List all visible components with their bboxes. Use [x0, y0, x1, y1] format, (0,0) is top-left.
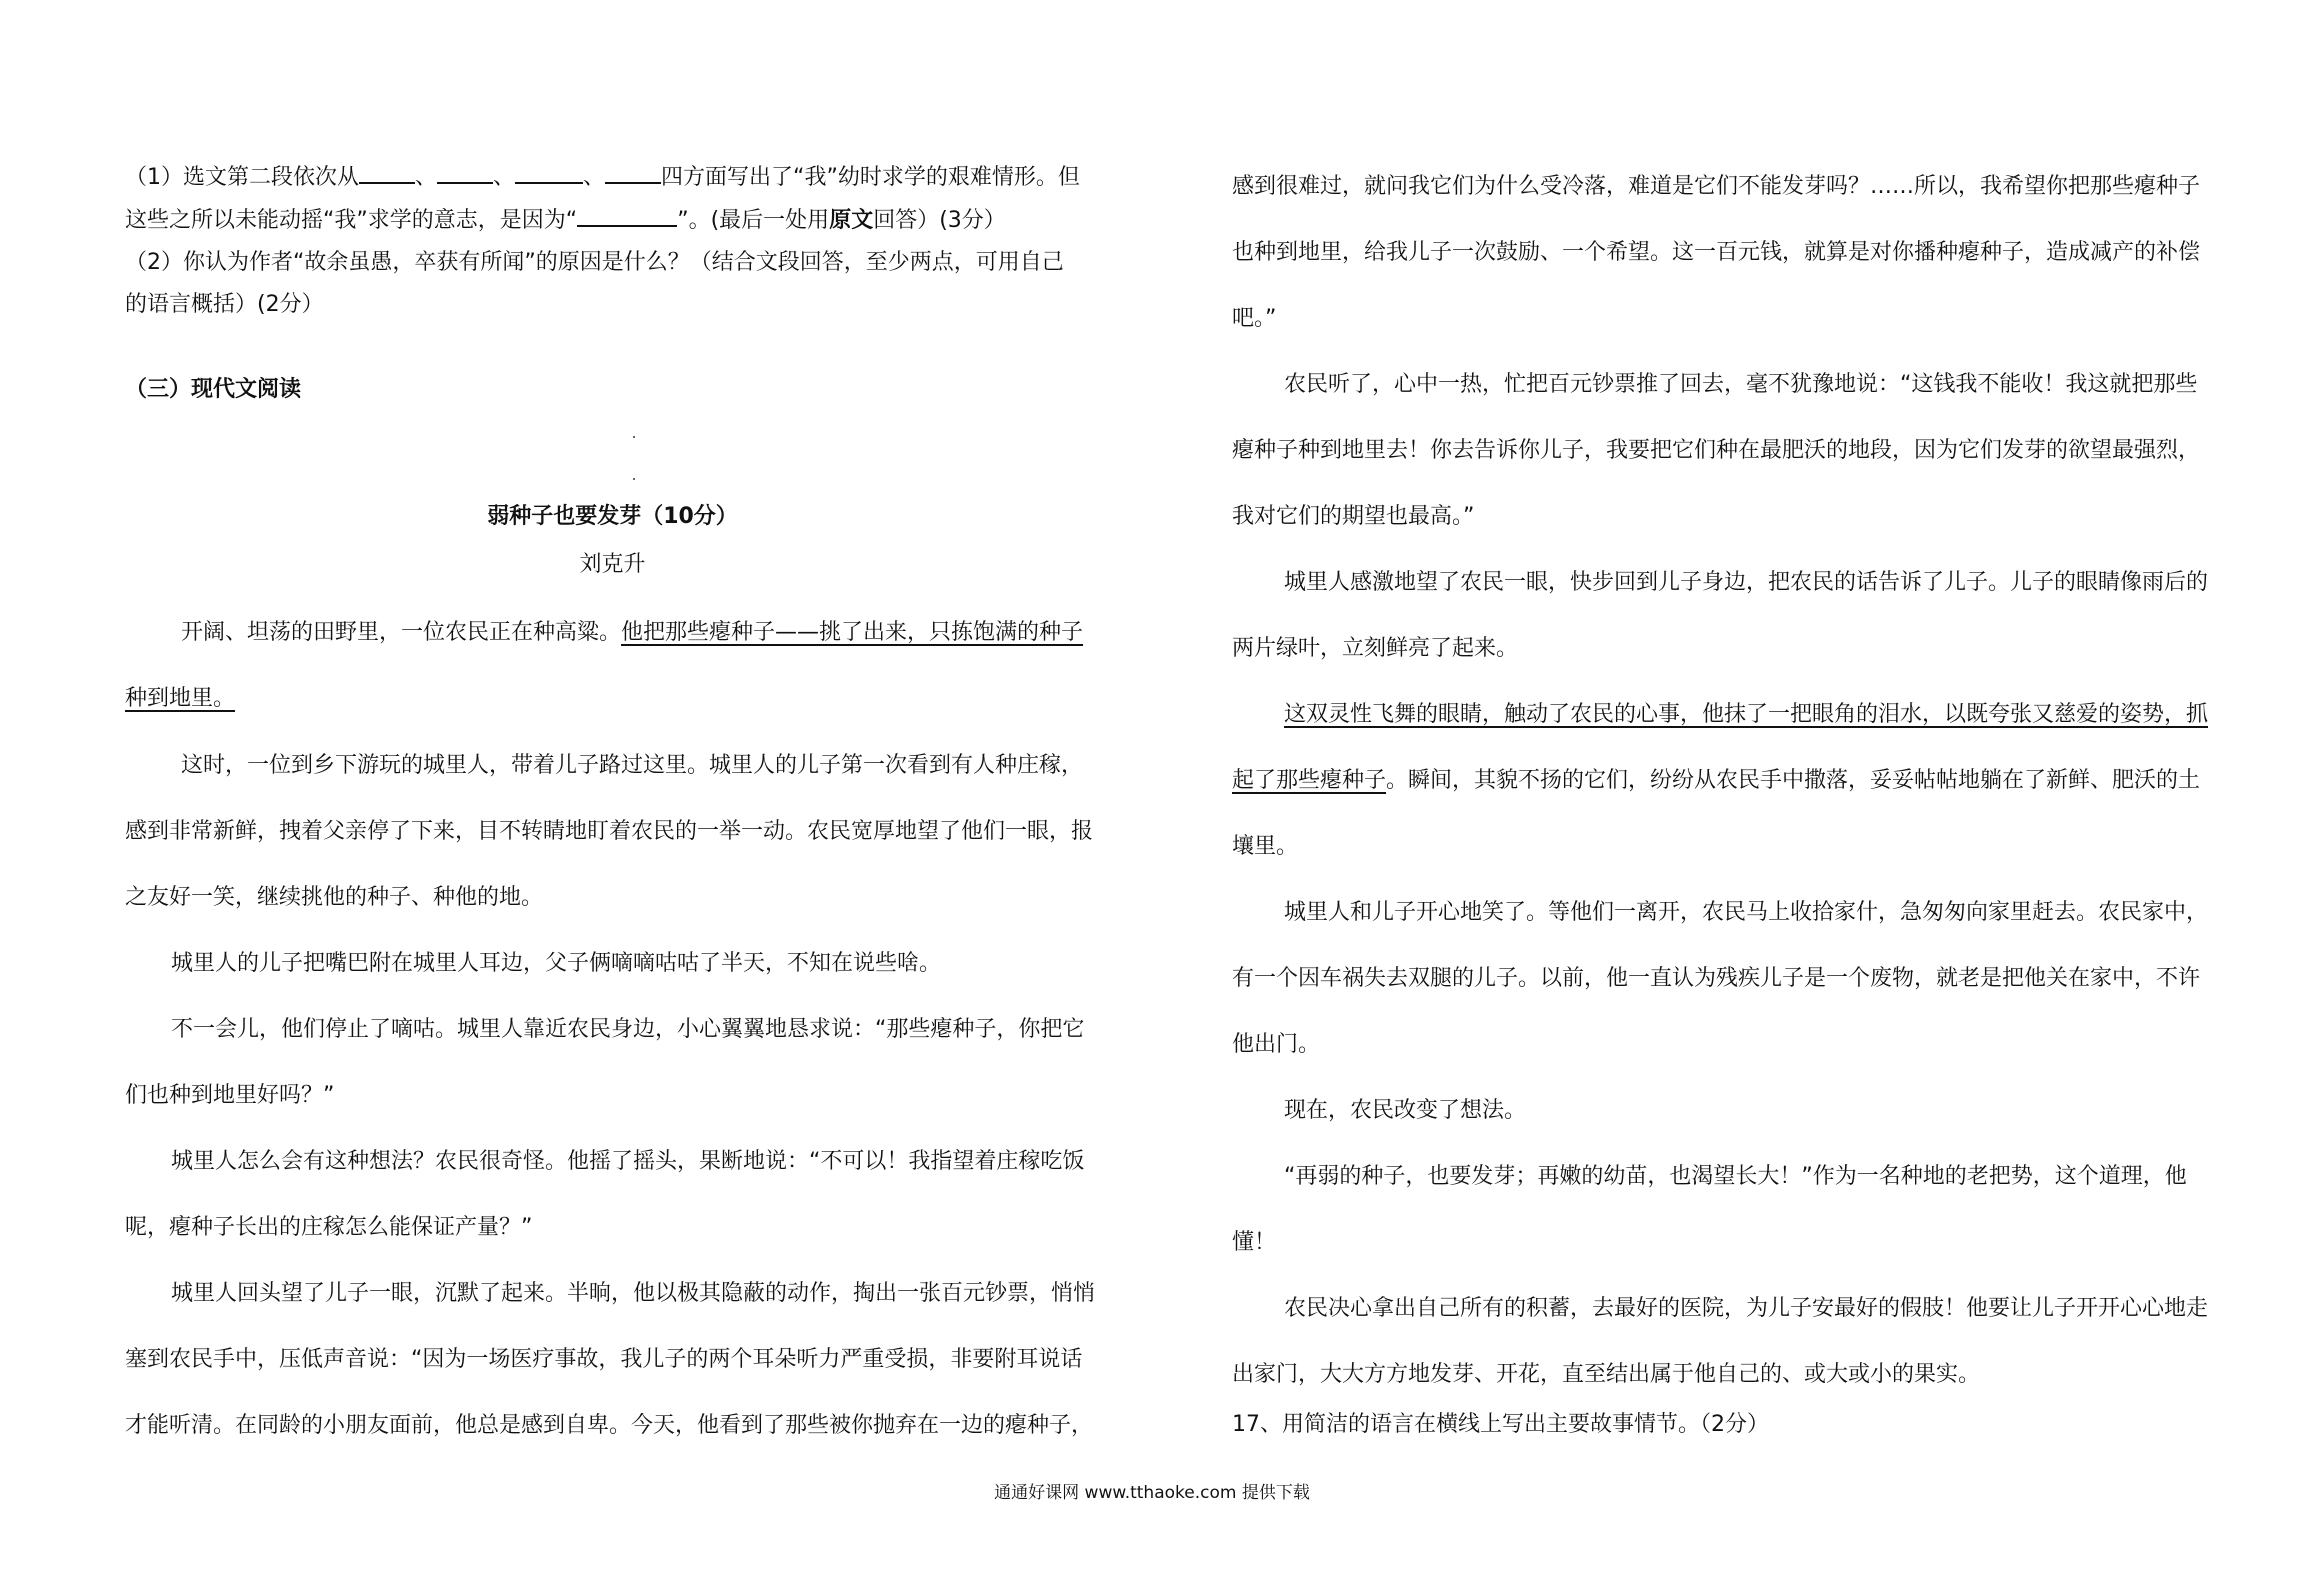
right-line-1: 感到很难过，就问我它们为什么受冷落，难道是它们不能发芽吗？……所以，我希望你把那些瘪种子	[1232, 174, 2201, 199]
paragraph-3-line-1: 城里人的儿子把嘴巴附在城里人耳边，父子俩嘀嘀咕咕了半天，不知在说些啥。	[171, 951, 942, 976]
question-1-text: 这些之所以未能动摇“我”求学的意志，是因为“	[125, 208, 578, 233]
article-title: 弱种子也要发芽（10分）	[487, 504, 738, 529]
question-1-line-2	[125, 205, 1006, 236]
right-line-8: 两片绿叶，立刻鲜亮了起来。	[1232, 636, 1519, 661]
question-1-bold-text: 原文	[829, 208, 874, 233]
underlined-sentence: 起了那些瘪种子	[1232, 768, 1387, 793]
answer-blank-1[interactable]	[359, 162, 415, 184]
paragraph-6-line-2: 塞到农民手中，压低声音说：“因为一场医疗事故，我儿子的两个耳朵听力严重受损，非要附耳说话	[125, 1347, 1083, 1372]
scan-dot	[633, 436, 635, 438]
paragraph-text: 。瞬间，其貌不扬的它们，纷纷从农民手中撒落，妥妥帖帖地躺在了新鲜、肥沃的土	[1386, 768, 2201, 793]
separator: 、	[583, 165, 606, 190]
right-line-16: “再弱的种子，也要发芽；再嫩的幼苗，也渴望长大！”作为一名种地的老把势，这个道理，他	[1284, 1164, 2187, 1189]
section-heading: （三）现代文阅读	[125, 377, 302, 402]
paragraph-5-line-1: 城里人怎么会有这种想法？农民很奇怪。他摇了摇头，果断地说：“不可以！我指望着庄稼吃饭	[171, 1149, 1085, 1174]
paragraph-4-line-1: 不一会儿，他们停止了嘀咕。城里人靠近农民身边，小心翼翼地恳求说：“那些瘪种子，你把它	[171, 1017, 1085, 1042]
question-1-line-1	[125, 162, 1080, 193]
right-line-5: 瘪种子种到地里去！你去告诉你儿子，我要把它们种在最肥沃的地段，因为它们发芽的欲望最强烈，	[1232, 438, 2201, 463]
right-line-12: 城里人和儿子开心地笑了。等他们一离开，农民马上收拾家什，急匆匆向家里赶去。农民家中，	[1284, 900, 2209, 925]
right-line-19: 出家门，大大方方地发芽、开花，直至结出属于他自己的、或大或小的果实。	[1232, 1362, 1981, 1387]
separator: 、	[493, 165, 516, 190]
right-line-7: 城里人感激地望了农民一眼，快步回到儿子身边，把农民的话告诉了儿子。儿子的眼睛像雨后的	[1284, 570, 2209, 595]
article-author: 刘克升	[579, 552, 646, 577]
right-line-17: 懂！	[1232, 1230, 1277, 1255]
answer-blank-4[interactable]	[605, 162, 661, 184]
right-line-15: 现在，农民改变了想法。	[1284, 1098, 1527, 1123]
paragraph-2-line-2: 感到非常新鲜，拽着父亲停了下来，目不转睛地盯着农民的一举一动。农民宽厚地望了他们一眼，报	[125, 819, 1094, 844]
paragraph-1-line-1	[181, 618, 1083, 648]
right-line-4: 农民听了，心中一热，忙把百元钞票推了回去，毫不犹豫地说：“这钱我不能收！我这就把那些	[1284, 372, 2198, 397]
paragraph-5-line-2: 呢，瘪种子长出的庄稼怎么能保证产量？”	[125, 1215, 533, 1240]
paragraph-6-line-1: 城里人回头望了儿子一眼，沉默了起来。半晌，他以极其隐蔽的动作，掏出一张百元钞票，悄悄	[171, 1281, 1096, 1306]
scan-dot	[633, 478, 635, 480]
answer-blank-2[interactable]	[437, 162, 493, 184]
right-line-13: 有一个因车祸失去双腿的儿子。以前，他一直认为残疾儿子是一个废物，就老是把他关在家中，不许	[1232, 966, 2201, 991]
right-line-9-underlined: 这双灵性飞舞的眼睛，触动了农民的心事，他抹了一把眼角的泪水，以既夸张又慈爱的姿势，抓	[1284, 702, 2209, 727]
separator: 、	[415, 165, 438, 190]
answer-blank-3[interactable]	[515, 162, 583, 184]
answer-blank-5[interactable]	[577, 205, 677, 227]
right-line-3: 吧。”	[1232, 306, 1277, 331]
question-17: 17、用简洁的语言在横线上写出主要故事情节。（2分）	[1232, 1412, 1769, 1437]
question-1-text: 回答）(3分）	[873, 208, 1006, 233]
paragraph-text: 开阔、坦荡的田野里，一位农民正在种高粱。	[181, 620, 622, 645]
paragraph-2-line-3: 之友好一笑，继续挑他的种子、种他的地。	[125, 885, 544, 910]
paragraph-2-line-1: 这时，一位到乡下游玩的城里人，带着儿子路过这里。城里人的儿子第一次看到有人种庄稼，	[181, 753, 1084, 778]
question-1-text: ”。(最后一处用	[677, 208, 830, 233]
right-line-18: 农民决心拿出自己所有的积蓄，去最好的医院，为儿子安最好的假肢！他要让儿子开开心心地走	[1284, 1296, 2209, 1321]
page-footer: 通通好课网 www.tthaoke.com 提供下载	[994, 1483, 1310, 1503]
paragraph-6-line-3: 才能听清。在同龄的小朋友面前，他总是感到自卑。今天，他看到了那些被你抛弃在一边的瘪种子，	[125, 1413, 1094, 1438]
question-2-line-2: 的语言概括）(2分）	[125, 292, 324, 317]
right-line-6: 我对它们的期望也最高。”	[1232, 504, 1475, 529]
paragraph-1-line-2: 种到地里。	[125, 686, 236, 711]
question-1-text: 四方面写出了“我”幼时求学的艰难情形。但	[661, 165, 1080, 190]
underlined-sentence: 他把那些瘪种子——挑了出来，只拣饱满的种子	[621, 620, 1084, 645]
question-2-line-1: （2）你认为作者“故余虽愚，卒获有所闻”的原因是什么？（结合文段回答，至少两点，可用自己	[125, 250, 1064, 275]
right-line-11: 壤里。	[1232, 834, 1299, 859]
right-line-14: 他出门。	[1232, 1032, 1321, 1057]
question-1-text: （1）选文第二段依次从	[125, 165, 359, 190]
paragraph-4-line-2: 们也种到地里好吗？”	[125, 1083, 335, 1108]
right-line-10	[1232, 766, 2200, 796]
right-line-2: 也种到地里，给我儿子一次鼓励、一个希望。这一百元钱，就算是对你播种瘪种子，造成减产的补偿	[1232, 240, 2201, 265]
